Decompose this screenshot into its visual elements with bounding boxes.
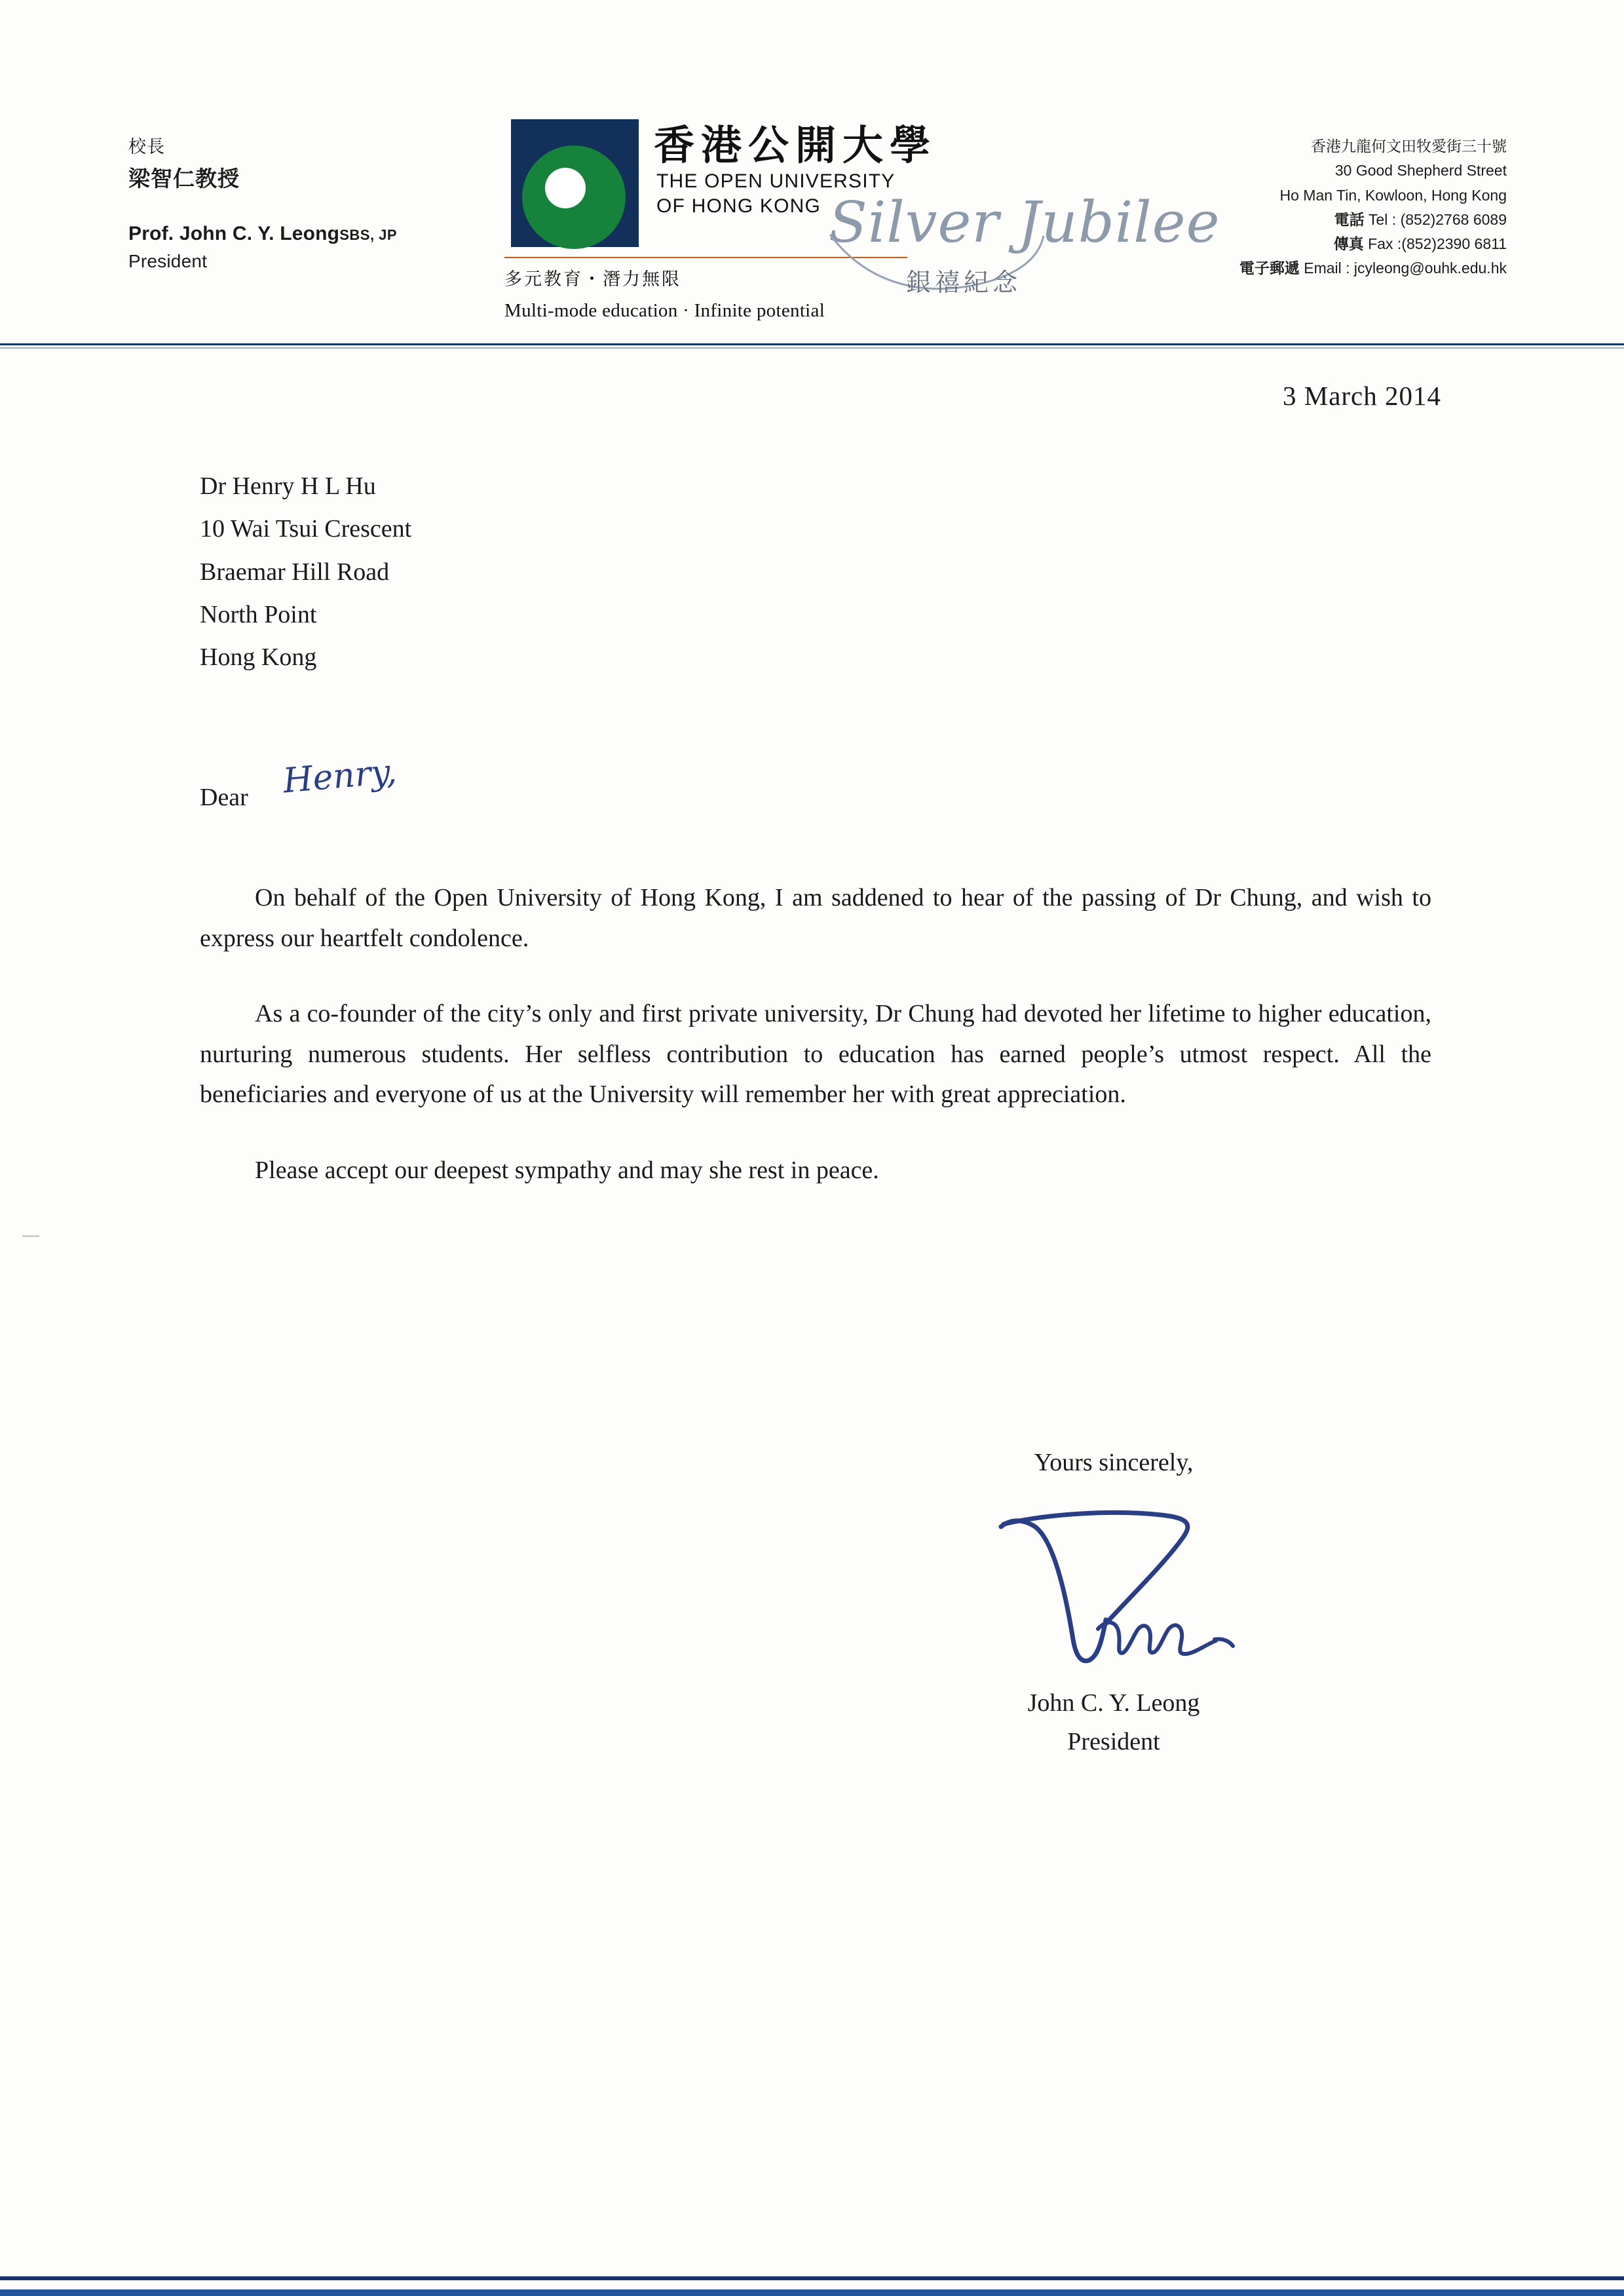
university-name-english-line1: THE OPEN UNIVERSITY [656,170,896,192]
telephone-label-chinese: 電話 [1334,210,1365,228]
letter-date: 3 March 2014 [1282,381,1441,411]
letterhead [0,0,1624,344]
ouhk-logo-icon [511,119,639,247]
university-name-english-line2: OF HONG KONG [656,195,821,218]
logo-inner-dot-shape [545,168,586,208]
silver-jubilee-emblem [829,190,1220,321]
letterhead-rule-primary [0,343,1624,345]
sender-role-english: President [128,250,208,271]
sender-name-english [128,223,495,245]
salutation-handwriting: Henry, [281,752,398,801]
addressee-line: North Point [200,601,317,629]
fax-label-chinese: 傳真 [1333,235,1364,252]
signer-block [917,1684,1310,1761]
body-paragraph: Please accept our deepest sympathy and may she rest in peace. [255,1156,879,1184]
university-name-chinese: 香港公開大學 [654,124,937,168]
address-english-line1: 30 Good Shepherd Street [1334,162,1507,180]
footer-rule-primary [0,2276,1624,2280]
page-edge-artifact [22,1235,39,1237]
sender-name-chinese: 梁智仁教授 [128,166,240,191]
body-paragraph: As a co-founder of the city’s only and first private university, Dr Chung had devoted her lifetime to higher education, nurturing numerous students. Her selfless contribution to education has earned people’s utmost respect. All the beneficiaries and everyone of us at the University will remember her with great appreciation. [200,1000,1431,1109]
jubilee-text-chinese: 銀禧紀念 [906,269,1022,297]
email-label-chinese: 電子郵遞 [1239,259,1300,277]
telephone-label-english: Tel [1369,210,1388,228]
closing-phrase: Yours sincerely, [1034,1449,1194,1476]
salutation: Dear [200,784,248,811]
letter-body [200,878,1431,1191]
addressee-line: Dr Henry H L Hu [200,472,376,500]
footer-rule-secondary [0,2289,1624,2296]
sender-postnominals: SBS, JP [339,226,398,243]
telephone-line [1179,208,1507,232]
letterhead-rule-secondary [0,347,1624,349]
university-logo-block [504,111,1220,334]
sender-name-english-text: Prof. John C. Y. Leong [128,222,340,244]
body-paragraph: On behalf of the Open University of Hong Kong, I am saddened to hear of the passing of Dr Chung, and wish to express our heartfelt condolence. [200,884,1431,952]
addressee-line: 10 Wai Tsui Crescent [200,515,412,543]
addressee-line: Hong Kong [200,643,317,672]
address-chinese: 香港九龍何文田牧愛街三十號 [1311,138,1507,155]
fax-label-english: Fax [1368,235,1393,252]
email-line [1179,256,1507,280]
fax-line [1179,232,1507,256]
sender-identity-block [128,134,495,272]
telephone-value: : (852)2768 6089 [1391,210,1507,228]
fax-value: :(852)2390 6811 [1397,235,1507,252]
email-value: : jcyleong@ouhk.edu.hk [1346,259,1507,277]
addressee-line: Braemar Hill Road [200,558,390,586]
jubilee-script-text: Silver Jubilee [829,190,1220,256]
tagline-english: Multi-mode education · Infinite potential [504,300,825,321]
signer-name: John C. Y. Leong [1027,1689,1200,1717]
signer-title: President [1067,1727,1160,1755]
email-label-english: Email [1304,259,1342,277]
sender-title-chinese: 校長 [128,137,165,157]
addressee-block [200,465,411,679]
contact-block [1179,134,1507,281]
signature-image [989,1501,1291,1684]
tagline-chinese: 多元教育・潛力無限 [504,269,681,289]
address-english-line2: Ho Man Tin, Kowloon, Hong Kong [1279,186,1507,204]
